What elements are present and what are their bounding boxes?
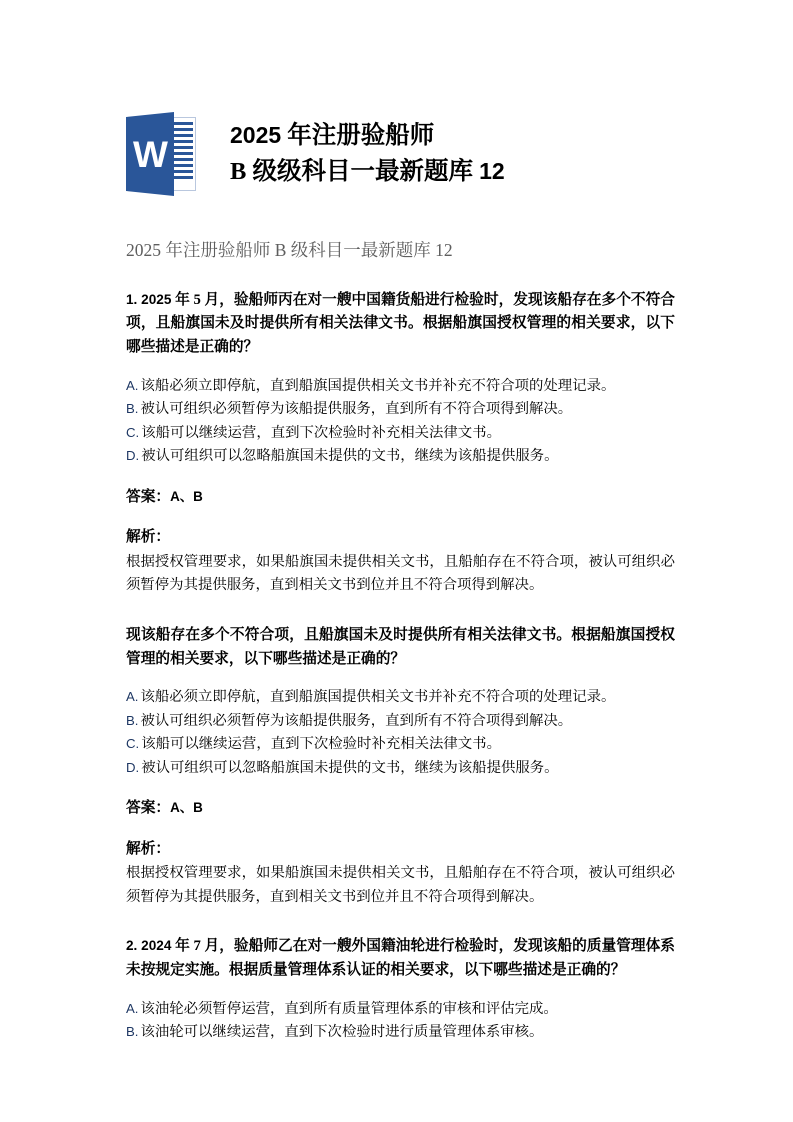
document-header — [126, 112, 675, 196]
option-a[interactable] — [126, 375, 675, 398]
question-stem-text: 年 5 月，验船师丙在对一艘中国籍货船进行检验时，发现该船存在多个不符合项，且船旗国未及时提供所有相关法律文书。根据船旗国授权管理的相关要求，以下哪些描述是正确的？ — [126, 291, 675, 356]
analysis-text: 根据授权管理要求，如果船旗国未提供相关文书，且船舶存在不符合项，被认可组织必须暂停为其提供服务，直到相关文书到位并且不符合项得到解决。 — [126, 553, 675, 594]
option-a-label: A. — [126, 1000, 139, 1016]
question-block-3 — [126, 935, 675, 1045]
question-stem-year: 2025 — [141, 291, 172, 307]
answer-value: A、B — [170, 488, 203, 504]
answer-line — [126, 486, 675, 510]
question-number: 2. — [126, 938, 142, 954]
icon-w-letter: W — [133, 133, 167, 175]
option-a[interactable] — [126, 998, 675, 1021]
option-list — [126, 686, 675, 780]
option-a-text: 该船必须立即停航，直到船旗国提供相关文书并补充不符合项的处理记录。 — [140, 689, 616, 706]
option-c-label: C. — [126, 736, 140, 752]
option-list — [126, 998, 675, 1045]
question-stem-text: 现该船存在多个不符合项，且船旗国未及时提供所有相关法律文书。根据船旗国授权管理的相关要求，以下哪些描述是正确的？ — [126, 626, 675, 667]
option-d-label: D. — [126, 448, 140, 464]
option-c[interactable] — [126, 733, 675, 756]
analysis-text: 根据授权管理要求，如果船旗国未提供相关文书，且船舶存在不符合项，被认可组织必须暂停为其提供服务，直到相关文书到位并且不符合项得到解决。 — [126, 865, 675, 905]
option-d-text: 被认可组织可以忽略船旗国未提供的文书，继续为该船提供服务。 — [141, 448, 559, 465]
option-c-text: 该船可以继续运营，直到下次检验时补充相关法律文书。 — [141, 736, 501, 753]
analysis-label: 解析： — [126, 840, 171, 857]
page-title-line-1 — [230, 118, 505, 154]
option-b[interactable] — [126, 398, 675, 421]
option-b-text: 该油轮可以继续运营，直到下次检验时进行质量管理体系审核。 — [140, 1024, 544, 1041]
option-list — [126, 375, 675, 469]
page-title-year: 2025 — [230, 121, 282, 148]
option-d[interactable] — [126, 445, 675, 468]
option-a-label: A. — [126, 689, 139, 705]
option-c-text: 该船可以继续运营，直到下次检验时补充相关法律文书。 — [141, 424, 501, 441]
question-stem — [126, 935, 675, 983]
answer-line — [126, 797, 675, 821]
option-b-label: B. — [126, 401, 139, 417]
option-b-label: B. — [126, 1024, 139, 1040]
question-stem — [126, 289, 675, 360]
page-title-line-2 — [230, 154, 505, 190]
question-stem-year: 2024 — [141, 938, 172, 954]
document-subtitle: 2025 年注册验船师 B 级科目一最新题库 12 — [126, 240, 453, 260]
option-d-label: D. — [126, 759, 140, 775]
question-block-2 — [126, 624, 675, 909]
page-title-text-2: B 级级科目一最新题库 — [230, 158, 480, 185]
option-b[interactable] — [126, 1021, 675, 1044]
option-c[interactable] — [126, 422, 675, 445]
option-b[interactable] — [126, 710, 675, 733]
option-a-text: 该船必须立即停航，直到船旗国提供相关文书并补充不符合项的处理记录。 — [140, 377, 616, 394]
option-a-text: 该油轮必须暂停运营，直到所有质量管理体系的审核和评估完成。 — [140, 1000, 558, 1017]
question-number: 1. — [126, 291, 142, 307]
option-d-text: 被认可组织可以忽略船旗国未提供的文书，继续为该船提供服务。 — [141, 759, 559, 776]
analysis-label: 解析： — [126, 529, 171, 546]
option-d[interactable] — [126, 757, 675, 780]
option-a-label: A. — [126, 377, 139, 393]
question-block-1 — [126, 289, 675, 598]
page-title-number: 12 — [479, 158, 505, 184]
option-b-text: 被认可组织必须暂停为该船提供服务，直到所有不符合项得到解决。 — [140, 401, 573, 418]
option-a[interactable] — [126, 686, 675, 709]
word-document-icon — [126, 112, 196, 196]
answer-label: 答案： — [126, 488, 171, 505]
page-title — [230, 118, 505, 191]
page-title-text-1: 年注册验船师 — [281, 121, 435, 149]
question-stem — [126, 624, 675, 672]
option-b-text: 被认可组织必须暂停为该船提供服务，直到所有不符合项得到解决。 — [140, 712, 573, 729]
option-b-label: B. — [126, 712, 139, 728]
answer-value: A、B — [170, 800, 203, 816]
answer-label: 答案： — [126, 800, 171, 817]
question-stem-text: 年 7 月，验船师乙在对一艘外国籍油轮进行检验时，发现该船的质量管理体系未按规定实施。根据质量管理体系认证的相关要求，以下哪些描述是正确的？ — [126, 938, 675, 979]
option-c-label: C. — [126, 424, 140, 440]
